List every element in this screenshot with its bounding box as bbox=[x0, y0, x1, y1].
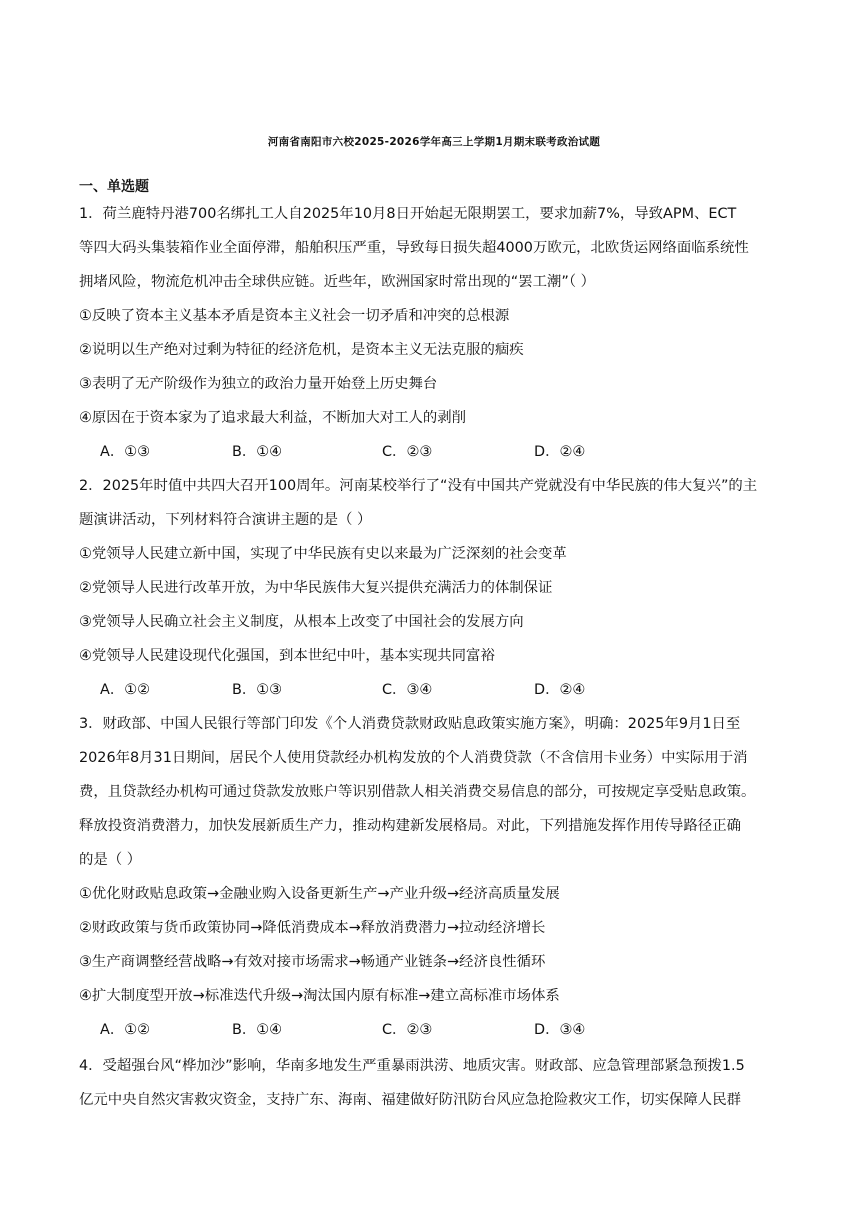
q3-stem-line-3: 费，且贷款经办机构可通过贷款发放账户等识别借款人相关消费交易信息的部分，可按规定享受贴息政策。 bbox=[79, 784, 756, 800]
q1-stem-line-2: 等四大码头集装箱作业全面停滞，船舶积压严重，导致每日损失超4000万欧元，北欧货运网络面临系统性 bbox=[79, 240, 749, 256]
q1-item-4: ④原因在于资本家为了追求最大利益，不断加大对工人的剥削 bbox=[79, 410, 467, 426]
q1-stem-line-3: 拥堵风险，物流危机冲击全球供应链。近些年，欧洲国家时常出现的“罢工潮”（ ） bbox=[79, 274, 595, 290]
q4-stem-line-1: 4．受超强台风“桦加沙”影响，华南多地发生严重暴雨洪涝、地质灾害。财政部、应急管理部紧急预拨1.5 bbox=[79, 1058, 745, 1074]
q1-item-1: ①反映了资本主义基本矛盾是资本主义社会一切矛盾和冲突的总根源 bbox=[79, 308, 510, 324]
q4-stem-line-2: 亿元中央自然灾害救灾资金，支持广东、海南、福建做好防汛防台风应急抢险救灾工作，切实保障人民群 bbox=[79, 1092, 741, 1108]
q3-option-c[interactable]: C．②③ bbox=[382, 1022, 433, 1038]
q3-stem-line-4: 释放投资消费潜力，加快发展新质生产力，推动构建新发展格局。对此，下列措施发挥作用传导路径正确 bbox=[79, 818, 741, 834]
q1-option-a[interactable]: A．①③ bbox=[100, 444, 151, 460]
q3-item-1: ①优化财政贴息政策→金融业购入设备更新生产→产业升级→经济高质量发展 bbox=[79, 886, 560, 902]
q2-item-2: ②党领导人民进行改革开放，为中华民族伟大复兴提供充满活力的体制保证 bbox=[79, 580, 553, 596]
q2-stem-line-1: 2．2025年时值中共四大召开100周年。河南某校举行了“没有中国共产党就没有中华民族的伟大复兴”的主 bbox=[79, 478, 758, 494]
q2-option-b[interactable]: B．①③ bbox=[232, 682, 283, 698]
q3-stem-line-1: 3．财政部、中国人民银行等部门印发《个人消费贷款财政贴息政策实施方案》，明确：2025年9月1日至 bbox=[79, 716, 741, 732]
q3-stem-line-2: 2026年8月31日期间，居民个人使用贷款经办机构发放的个人消费贷款（不含信用卡业务）中实际用于消 bbox=[79, 750, 748, 766]
q2-item-4: ④党领导人民建设现代化强国，到本世纪中叶，基本实现共同富裕 bbox=[79, 648, 495, 664]
q3-stem-line-5: 的是（ ） bbox=[79, 852, 142, 868]
q1-option-b[interactable]: B．①④ bbox=[232, 444, 283, 460]
q3-item-2: ②财政政策与货币政策协同→降低消费成本→释放消费潜力→拉动经济增长 bbox=[79, 920, 546, 936]
section-heading: 一、单选题 bbox=[79, 179, 149, 195]
q2-option-d[interactable]: D．②④ bbox=[534, 682, 586, 698]
page-title: 河南省南阳市六校2025-2026学年高三上学期1月期末联考政治试题 bbox=[267, 136, 601, 148]
q2-item-1: ①党领导人民建立新中国，实现了中华民族有史以来最为广泛深刻的社会变革 bbox=[79, 546, 567, 562]
q1-option-d[interactable]: D．②④ bbox=[534, 444, 586, 460]
q3-item-3: ③生产商调整经营战略→有效对接市场需求→畅通产业链条→经济良性循环 bbox=[79, 954, 546, 970]
q2-option-c[interactable]: C．③④ bbox=[382, 682, 433, 698]
q3-option-d[interactable]: D．③④ bbox=[534, 1022, 586, 1038]
q1-item-2: ②说明以生产绝对过剩为特征的经济危机，是资本主义无法克服的痼疾 bbox=[79, 342, 524, 358]
q3-item-4: ④扩大制度型开放→标准迭代升级→淘汰国内原有标准→建立高标准市场体系 bbox=[79, 988, 560, 1004]
q2-stem-line-2: 题演讲活动，下列材料符合演讲主题的是（ ） bbox=[79, 512, 372, 528]
q3-option-b[interactable]: B．①④ bbox=[232, 1022, 283, 1038]
q2-item-3: ③党领导人民确立社会主义制度，从根本上改变了中国社会的发展方向 bbox=[79, 614, 524, 630]
q2-option-a[interactable]: A．①② bbox=[100, 682, 151, 698]
q1-option-c[interactable]: C．②③ bbox=[382, 444, 433, 460]
q1-stem-line-1: 1．荷兰鹿特丹港700名绑扎工人自2025年10月8日开始起无限期罢工，要求加薪7%，导致APM、ECT bbox=[79, 206, 737, 222]
q3-option-a[interactable]: A．①② bbox=[100, 1022, 151, 1038]
q1-item-3: ③表明了无产阶级作为独立的政治力量开始登上历史舞台 bbox=[79, 376, 438, 392]
